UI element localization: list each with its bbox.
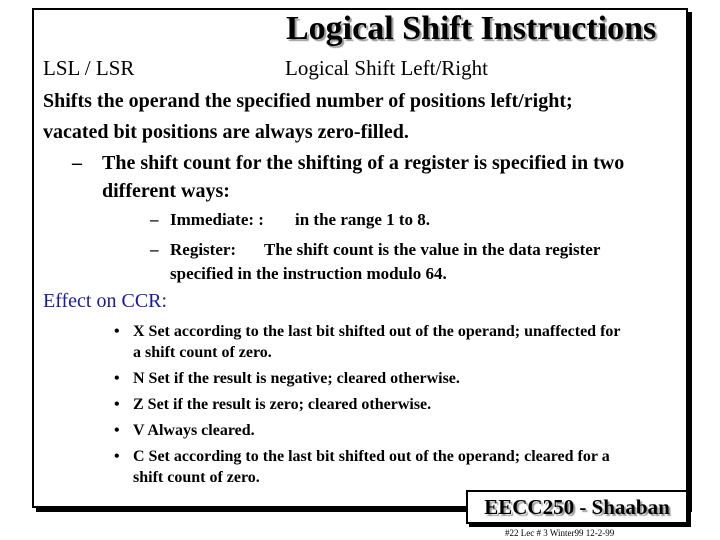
bullet-marker: •: [114, 323, 120, 340]
slide-footer: #22 Lec # 3 Winter99 12-2-99: [505, 528, 615, 538]
instruction-mnemonic: LSL / LSR: [43, 56, 135, 80]
bullet-marker: •: [114, 370, 120, 387]
bullet-marker: •: [114, 448, 120, 465]
dash-marker: –: [150, 240, 159, 259]
dash-marker: –: [150, 210, 159, 229]
slide-title: Logical Shift Instructions: [286, 10, 657, 47]
ccr-c-line-2: shift count of zero.: [133, 469, 260, 486]
ccr-heading: Effect on CCR:: [43, 290, 168, 312]
ccr-c-line-1: C Set according to the last bit shifted out of the operand; cleared for a: [133, 448, 610, 465]
instruction-description: Logical Shift Left/Right: [285, 56, 488, 80]
ccr-n-line: N Set if the result is negative; cleared otherwise.: [133, 370, 460, 387]
register-label: Register:: [170, 240, 237, 259]
immediate-label: Immediate: :: [170, 210, 264, 229]
register-text-line-1: The shift count is the value in the data register: [264, 240, 601, 259]
description-line-2: vacated bit positions are always zero-filled.: [43, 121, 409, 143]
ccr-z-line: Z Set if the result is zero; cleared otherwise.: [133, 396, 432, 413]
shift-count-line-1: The shift count for the shifting of a register is specified in two: [102, 152, 625, 174]
bullet-marker: •: [114, 422, 120, 439]
ccr-x-line-2: a shift count of zero.: [133, 344, 272, 361]
ccr-x-line-1: X Set according to the last bit shifted out of the operand; unaffected for: [133, 323, 621, 340]
immediate-text: in the range 1 to 8.: [295, 210, 431, 229]
register-text-line-2: specified in the instruction modulo 64.: [170, 264, 447, 283]
ccr-v-line: V Always cleared.: [133, 422, 255, 439]
bullet-marker: •: [114, 396, 120, 413]
shift-count-line-2: different ways:: [102, 180, 230, 202]
dash-marker: –: [72, 152, 82, 174]
course-brand-box: EECC250 - Shaaban: [466, 490, 688, 524]
description-line-1: Shifts the operand the specified number of positions left/right;: [43, 90, 573, 112]
